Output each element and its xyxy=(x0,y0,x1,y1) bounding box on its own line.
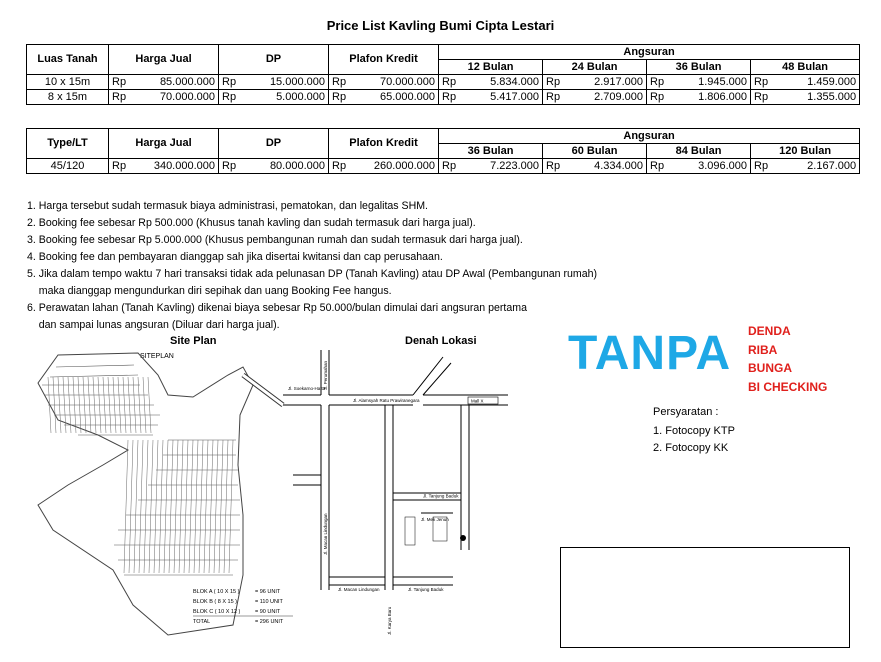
header-month: 48 Bulan xyxy=(751,60,860,75)
plafon-value: 70.000.000 xyxy=(355,75,439,90)
angsuran-value: 2.709.000 xyxy=(567,90,647,105)
legend-name: BLOK A ( 10 X 15 ) xyxy=(193,589,240,595)
siteplan-lots-upper xyxy=(42,365,160,435)
currency: Rp xyxy=(647,90,671,105)
row-label: 10 x 15m xyxy=(27,75,109,90)
currency: Rp xyxy=(329,159,355,174)
plafon-value: 65.000.000 xyxy=(355,90,439,105)
note-item: 1. Harga tersebut sudah termasuk biaya administrasi, pematokan, dan legalitas SHM. xyxy=(27,200,429,212)
header-month: 12 Bulan xyxy=(439,60,543,75)
legend-value: = 296 UNIT xyxy=(255,619,284,625)
header-month: 84 Bulan xyxy=(647,144,751,159)
lot-divider xyxy=(219,440,223,573)
lot-divider xyxy=(164,440,168,573)
denah-heading: Denah Lokasi xyxy=(405,335,477,347)
header-angsuran: Angsuran xyxy=(439,45,860,60)
legend-name: BLOK C ( 10 X 12 ) xyxy=(193,609,241,615)
promo-item: RIBA xyxy=(748,342,778,357)
currency: Rp xyxy=(109,90,135,105)
currency: Rp xyxy=(439,159,463,174)
currency: Rp xyxy=(109,159,135,174)
road-label: Jl. Karya Baru xyxy=(387,606,392,635)
harga-value: 70.000.000 xyxy=(135,90,219,105)
lot-divider xyxy=(184,440,188,573)
header-dp: DP xyxy=(219,45,329,75)
notes-list xyxy=(27,198,687,334)
angsuran-value: 5.417.000 xyxy=(463,90,543,105)
legend-value: = 90 UNIT xyxy=(255,609,281,615)
lot-divider xyxy=(204,440,208,573)
lot-divider xyxy=(229,440,233,573)
siteplan-lot-columns-b xyxy=(124,440,233,573)
note-item: 3. Booking fee sebesar Rp 5.000.000 (Khusus pembangunan rumah dan sudah termasuk dari harga jual). xyxy=(27,234,523,246)
currency: Rp xyxy=(751,90,775,105)
currency: Rp xyxy=(219,90,245,105)
legend-value: = 110 UNIT xyxy=(255,599,283,605)
lot-divider xyxy=(214,440,218,573)
blank-box xyxy=(560,547,850,648)
dp-value: 80.000.000 xyxy=(245,159,329,174)
lot-divider xyxy=(144,440,148,573)
table-row xyxy=(27,159,860,174)
price-table-rumah xyxy=(26,128,860,174)
angsuran-value: 1.806.000 xyxy=(671,90,751,105)
currency: Rp xyxy=(219,159,245,174)
persyaratan xyxy=(653,404,735,457)
currency: Rp xyxy=(543,90,567,105)
road-label: Mall X xyxy=(471,398,484,404)
row-label: 45/120 xyxy=(27,159,109,174)
angsuran-value: 1.945.000 xyxy=(671,75,751,90)
road-label: Jl. Macan Lindungan xyxy=(323,513,328,555)
header-dp: DP xyxy=(219,129,329,159)
promo-item: DENDA xyxy=(748,324,791,338)
currency: Rp xyxy=(751,75,775,90)
header-plafon-kredit: Plafon Kredit xyxy=(329,129,439,159)
angsuran-value: 2.917.000 xyxy=(567,75,647,90)
angsuran-value: 4.334.000 xyxy=(567,159,647,174)
lot-divider xyxy=(129,440,133,573)
currency: Rp xyxy=(329,90,355,105)
currency: Rp xyxy=(543,159,567,174)
plafon-value: 260.000.000 xyxy=(355,159,439,174)
legend-name: TOTAL xyxy=(193,619,211,625)
siteplan-legend xyxy=(193,589,293,625)
header-luas-tanah: Luas Tanah xyxy=(27,45,109,75)
header-month: 60 Bulan xyxy=(543,144,647,159)
note-item: 5. Jika dalam tempo waktu 7 hari transaksi tidak ada pelunasan DP (Tanah Kavling) atau DP Awal (Pembangunan rumah) xyxy=(27,268,598,280)
header-month: 120 Bulan xyxy=(751,144,860,159)
siteplan-label: SITEPLAN xyxy=(140,353,174,360)
road-label: Jl. Tanjung Baduk xyxy=(408,587,444,592)
road-label: Jl. Macan Lindungan xyxy=(338,587,380,592)
header-harga-jual: Harga Jual xyxy=(109,129,219,159)
currency: Rp xyxy=(109,75,135,90)
road-label: Jl. Mek Jenuh xyxy=(421,517,449,522)
lot-divider xyxy=(199,440,203,573)
lot-divider xyxy=(209,440,213,573)
lot-divider xyxy=(134,440,138,573)
note-item: 4. Booking fee dan pembayaran dianggap sah jika disertai kwitansi dan cap perusahaan. xyxy=(27,251,443,263)
lot-divider xyxy=(174,440,178,573)
angsuran-value: 7.223.000 xyxy=(463,159,543,174)
dp-value: 5.000.000 xyxy=(245,90,329,105)
road-label: Jl. Perumahan xyxy=(323,360,328,390)
harga-value: 85.000.000 xyxy=(135,75,219,90)
table-row xyxy=(27,75,860,90)
currency: Rp xyxy=(329,75,355,90)
lot-divider xyxy=(139,440,143,573)
lot-divider xyxy=(169,440,173,573)
note-item: maka dianggap mengundurkan diri sepihak dan uang Booking Fee hangus. xyxy=(27,285,392,297)
lot-divider xyxy=(159,440,163,573)
persyaratan-item: 2. Fotocopy KK xyxy=(653,442,729,454)
price-table-kavling xyxy=(26,44,860,105)
promo-item: BI CHECKING xyxy=(748,379,828,394)
lot-divider xyxy=(179,440,183,573)
currency: Rp xyxy=(219,75,245,90)
currency: Rp xyxy=(439,75,463,90)
currency: Rp xyxy=(543,75,567,90)
road-label: Jl. Tanjung Baduk xyxy=(423,493,459,499)
promo-item: BUNGA xyxy=(748,361,792,375)
siteplan-heading: Site Plan xyxy=(170,335,217,347)
row-label: 8 x 15m xyxy=(27,90,109,105)
note-item: dan sampai lunas angsuran (Diluar dari harga jual). xyxy=(27,319,280,331)
header-month: 36 Bulan xyxy=(439,144,543,159)
header-type-lt: Type/LT xyxy=(27,129,109,159)
harga-value: 340.000.000 xyxy=(135,159,219,174)
currency: Rp xyxy=(751,159,775,174)
currency: Rp xyxy=(647,159,671,174)
note-item: 2. Booking fee sebesar Rp 500.000 (Khusus tanah kavling dan sudah termasuk dari harga jual). xyxy=(27,217,476,229)
siteplan-drawing xyxy=(28,345,298,645)
lot-divider xyxy=(124,440,128,573)
angsuran-value: 2.167.000 xyxy=(775,159,860,174)
header-angsuran: Angsuran xyxy=(439,129,860,144)
legend-value: = 96 UNIT xyxy=(255,589,281,595)
persyaratan-title: Persyaratan : xyxy=(653,406,719,418)
header-harga-jual: Harga Jual xyxy=(109,45,219,75)
promo-list xyxy=(748,322,827,396)
location-pin-icon xyxy=(460,535,466,541)
denah-map xyxy=(283,345,513,645)
road-label: Jl. Alamsyah Ratu Prawiranegara xyxy=(353,398,420,403)
angsuran-value: 5.834.000 xyxy=(463,75,543,90)
angsuran-value: 1.459.000 xyxy=(775,75,860,90)
table-row xyxy=(27,90,860,105)
header-plafon-kredit: Plafon Kredit xyxy=(329,45,439,75)
angsuran-value: 1.355.000 xyxy=(775,90,860,105)
legend-name: BLOK B ( 8 X 15 ) xyxy=(193,599,238,605)
lot-divider xyxy=(154,440,158,573)
lot-divider xyxy=(194,440,198,573)
road-label: Jl. Soekarno-Hatta xyxy=(288,386,326,391)
note-item: 6. Perawatan lahan (Tanah Kavling) dikenai biaya sebesar Rp 50.000/bulan dimulai dari angsuran pertama xyxy=(27,302,527,314)
denah-labels xyxy=(288,360,484,635)
persyaratan-item: 1. Fotocopy KTP xyxy=(653,425,735,437)
lot-divider xyxy=(149,440,153,573)
dp-value: 15.000.000 xyxy=(245,75,329,90)
lot-divider xyxy=(189,440,193,573)
currency: Rp xyxy=(439,90,463,105)
header-month: 36 Bulan xyxy=(647,60,751,75)
lot-divider xyxy=(224,440,228,573)
angsuran-value: 3.096.000 xyxy=(671,159,751,174)
promo-tanpa: TANPA xyxy=(568,327,732,380)
currency: Rp xyxy=(647,75,671,90)
header-month: 24 Bulan xyxy=(543,60,647,75)
page-title: Price List Kavling Bumi Cipta Lestari xyxy=(326,18,555,33)
